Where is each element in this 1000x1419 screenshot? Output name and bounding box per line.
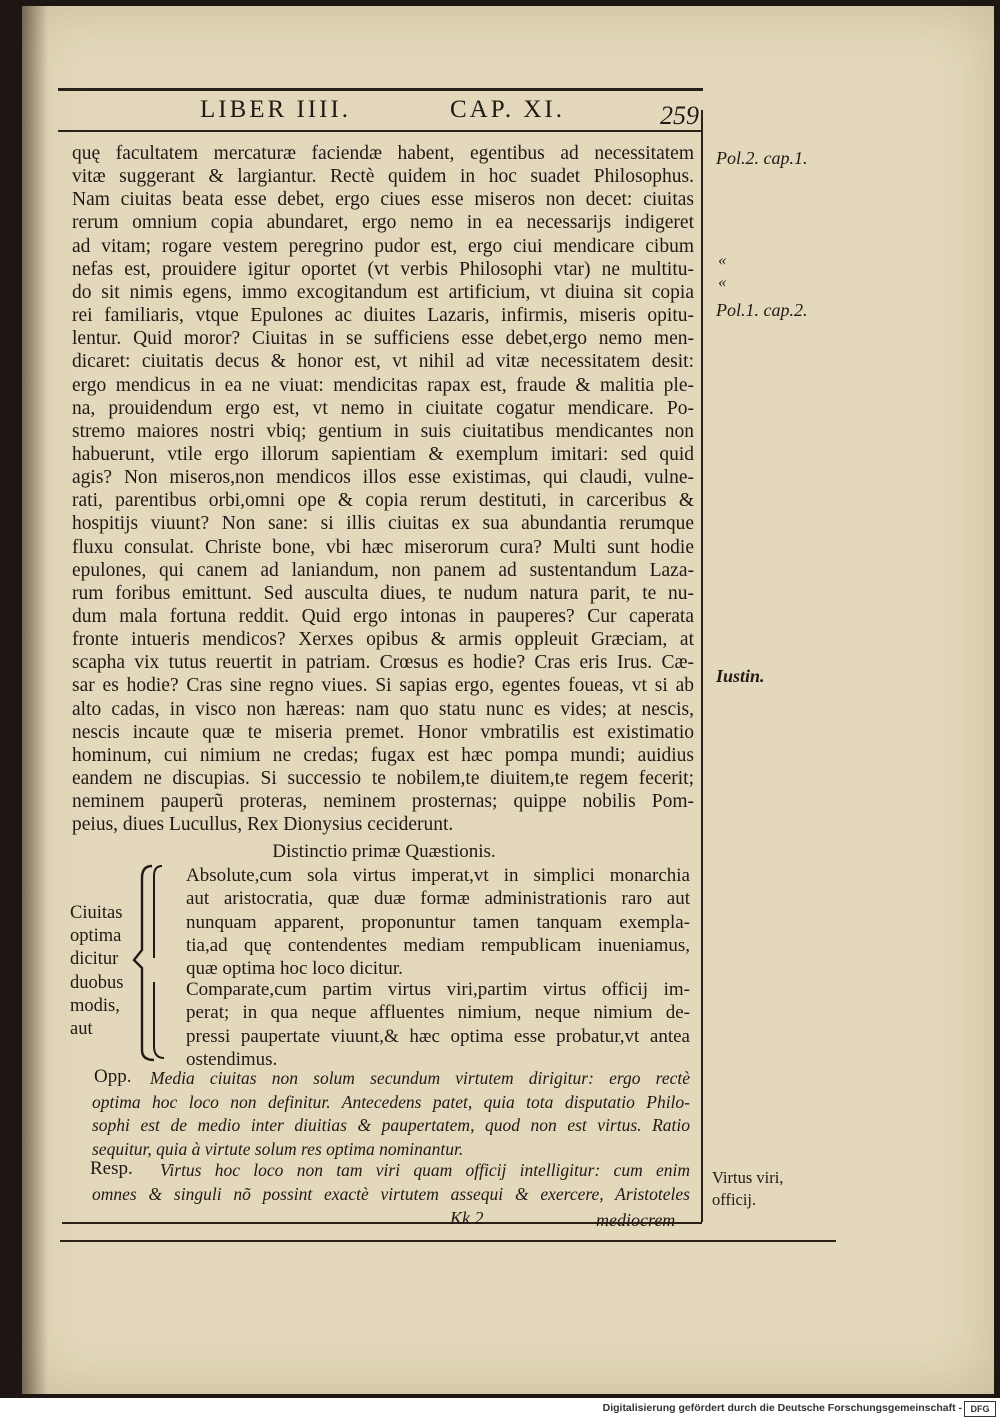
body-text-line: hominum, cui nimium ne credas; fugax est hæc pompa mundi; auidius bbox=[72, 744, 694, 766]
item2-line: pressi paupertate viuunt,& hæc optima esse probatur,vt antea bbox=[186, 1025, 690, 1047]
item1-line: Absolute,cum sola virtus imperat,vt in simplici monarchia bbox=[186, 865, 690, 886]
body-text-line: peius, diues Lucullus, Rex Dionysius ceciderunt. bbox=[72, 814, 454, 836]
item1-brace bbox=[142, 862, 172, 972]
body-text-line: rerum omnium copia abundaret, ergo nemo in ea necessarijs indigeret bbox=[72, 212, 694, 234]
body-text-line: vitæ suggerant & largiantur. Rectè quidem in hoc suadet Philosophus. bbox=[72, 166, 694, 188]
body-text-line: rei familiaris, vtque Epulones ac diuites Lazaris, infirmis, miseris opitu- bbox=[72, 305, 694, 327]
footer-rule bbox=[60, 1240, 836, 1242]
body-text-line: lentur. Quid moror? Ciuitas in se sufficiens esse debet,ergo nemo men- bbox=[72, 328, 694, 350]
body-text-line: nefas est, prouidere igitur oportet (vt verbis Philosophi vtar) ne multitu- bbox=[72, 258, 694, 280]
item1-line: quæ optima hoc loco dicitur. bbox=[186, 958, 403, 980]
item2-line: Comparate,cum partim virtus viri,partim virtus officij im- bbox=[186, 979, 690, 1000]
opp-line: sequitur, quia à virtute solum res optima nominantur. bbox=[92, 1138, 464, 1159]
right-column-rule bbox=[701, 110, 703, 1222]
body-text-line: nescis incaute quæ te miseria premet. Honor vmbratilis est existimatio bbox=[72, 721, 694, 743]
header-chapter: CAP. XI. bbox=[450, 96, 565, 123]
opp-line: Media ciuitas non solum secundum virtutem dirigitur: ergo rectè bbox=[150, 1068, 690, 1088]
body-text-line: dicaret: ciuitatis decus & honor est, vt nihil ad vitæ necessitatem desit: bbox=[72, 351, 694, 373]
marginal-note-pol-1: Pol.1. cap.2. bbox=[716, 300, 808, 320]
item2-line: perat; in qua neque affluentes nimium, neque nimium de- bbox=[186, 1002, 690, 1024]
item1-line: aut aristocratia, quæ duæ formæ administrationis raro aut bbox=[186, 888, 690, 910]
marginal-note-iustin: Iustin. bbox=[716, 666, 765, 686]
body-text-line: rati, parentibus orbi,omni ope & copia rerum destituti, in carceribus & bbox=[72, 490, 694, 512]
body-text-line: na, prouidendum ergo est, vt nemo in ciuitate cogatur mendicare. Po- bbox=[72, 397, 694, 419]
item2-line: ostendimus. bbox=[186, 1048, 278, 1070]
item1-line: nunquam apparent, proponuntur tamen tanquam exempla- bbox=[186, 911, 690, 933]
opp-line: sophi est de medio inter diuitias & paupertatem, quod non est virtus. Ratio bbox=[92, 1115, 690, 1135]
item1-line: tia,ad quę contendentes mediam rempublicam inueniamus, bbox=[186, 934, 690, 956]
catchword: mediocrem bbox=[596, 1210, 676, 1230]
body-text-line: dum mala fortuna reddit. Quid ergo intonas in pauperes? Cur caperata bbox=[72, 606, 694, 627]
top-rule bbox=[58, 88, 703, 91]
left-label-line: dicitur bbox=[70, 949, 119, 970]
left-label-line: optima bbox=[70, 926, 122, 947]
header-rule bbox=[58, 130, 703, 132]
page-number: 259 bbox=[660, 101, 699, 130]
body-text-line: do sit nimis egens, immo excogitandum est artificium, vt diuina sit copia bbox=[72, 281, 694, 303]
marginal-note-officij: officij. bbox=[712, 1190, 757, 1209]
body-text-line: stremo maiores nostri vbiq; gentium in suis ciuitatibus mendicantes non bbox=[72, 420, 694, 442]
body-text-line: Nam ciuitas beata esse debet, ergo ciues esse miseros non decet: ciuitas bbox=[72, 189, 694, 211]
resp-label: Resp. bbox=[90, 1158, 133, 1179]
opp-label: Opp. bbox=[94, 1066, 132, 1087]
body-text-line: ergo mendicus in ea ne viuat: mendicitas rapax est, fraude & malitia ple- bbox=[72, 374, 694, 396]
header-book: LIBER IIII. bbox=[200, 96, 352, 123]
left-label-line: aut bbox=[70, 1019, 93, 1039]
distinction-title: Distinctio primæ Quæstionis. bbox=[272, 841, 496, 862]
left-label-line: duobus bbox=[70, 972, 124, 993]
marginal-quote-mark: « bbox=[718, 250, 727, 269]
body-text-line: epulones, qui canem ad laniandum, non panem ad sustentandum Laza- bbox=[72, 559, 694, 581]
body-text-line: sar es hodie? Cras sine regno viues. Si sapias ergo, egentes foueas, vt si ab bbox=[72, 675, 694, 697]
left-label-line: modis, bbox=[70, 995, 120, 1016]
resp-line: Virtus hoc loco non tam viri quam officij intelligitur: cum enim bbox=[160, 1160, 690, 1180]
marginal-note-virtus: Virtus viri, bbox=[712, 1168, 784, 1187]
opp-line: optima hoc loco non definitur. Antecedens patet, quia tota disputatio Philo- bbox=[92, 1091, 690, 1112]
left-label-line: Ciuitas bbox=[70, 903, 123, 923]
marginal-quote-mark: « bbox=[718, 272, 727, 291]
body-text-line: hospitijs viuunt? Non sane: si illis ciuitas ex sua abundantia rerumque bbox=[72, 513, 694, 535]
marginal-note-pol-2: Pol.2. cap.1. bbox=[716, 148, 808, 168]
body-text-line: rum foribus emittunt. Sed ausculta diues, te nudum natura parit, te nu- bbox=[72, 582, 694, 604]
body-text-line: alto cadas, in visco non hæreas: nam quo statu nunc es vides; at nescis, bbox=[72, 698, 694, 720]
resp-line: omnes & singuli nõ possint exactè virtutem assequi & exercere, Aristoteles bbox=[92, 1183, 690, 1204]
dfg-logo: DFG bbox=[964, 1401, 996, 1417]
item2-brace bbox=[142, 976, 172, 1066]
body-text-line: agis? Non miseros,non mendicos illos esse existimas, qui claudi, vulne- bbox=[72, 467, 694, 489]
body-text-line: fluxu consulat. Christe bone, vbi hæc miserorum cura? Multi sunt hodie bbox=[72, 536, 694, 558]
digitization-credit: Digitalisierung gefördert durch die Deutsche Forschungsgemeinschaft - bbox=[602, 1402, 962, 1414]
body-text-line: scapha vix tutus reuertit in patriam. Crœsus es hodie? Cras eris Irus. Cæ- bbox=[72, 652, 694, 674]
body-text-line: quę facultatem mercaturæ faciendæ habent, egentibus ad necessitatem bbox=[72, 143, 694, 164]
page-spine-shadow bbox=[22, 6, 48, 1394]
body-text-line: habuerunt, vtile ergo illorum sapientiam & exemplum imitari: sed quid bbox=[72, 443, 694, 465]
body-text-line: ad vitam; rogare vestem peregrino pudor est, ergo ciui mendicare cibum bbox=[72, 235, 694, 257]
body-text-line: fronte intueris mendicos? Xerxes opibus & armis oppleuit Græciam, at bbox=[72, 629, 694, 651]
body-text-line: neminem pauperũ proteras, neminem prosternas; quippe nobilis Pom- bbox=[72, 791, 694, 813]
signature-mark: Kk 2 bbox=[450, 1208, 484, 1228]
body-text-line: eandem ne discupias. Si successio te nobilem,te diuitem,te regem fecerit; bbox=[72, 768, 694, 790]
